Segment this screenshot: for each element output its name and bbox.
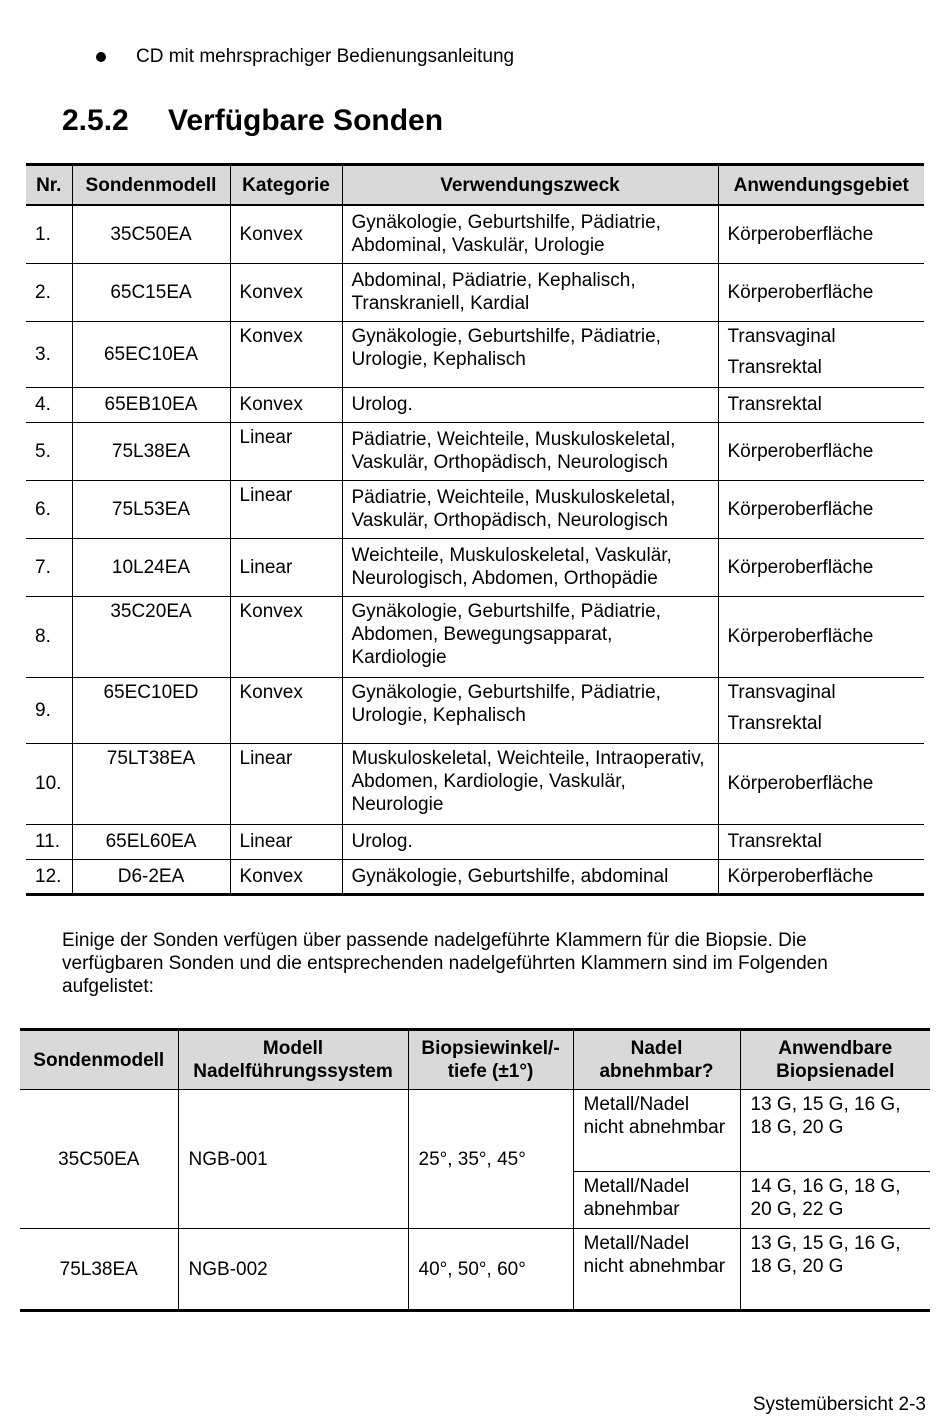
row-nr: 11. xyxy=(26,824,72,859)
row-area: Körperoberfläche xyxy=(718,743,924,824)
bullet-text: CD mit mehrsprachiger Bedienungsanleitung xyxy=(136,46,515,67)
row-use: Pädiatrie, Weichteile, Muskuloskeletal, Vaskulär, Orthopädisch, Neurologisch xyxy=(342,480,718,538)
biopsy-guide-model: NGB-001 xyxy=(178,1090,408,1229)
header-nr: Nr. xyxy=(26,165,72,206)
table-row xyxy=(26,824,924,859)
probes-header-row xyxy=(26,165,924,206)
row-nr: 7. xyxy=(26,538,72,596)
row-model: 75L38EA xyxy=(72,422,230,480)
row-use: Gynäkologie, Geburtshilfe, Pädiatrie, Urologie, Kephalisch xyxy=(342,677,718,743)
bullet-dot-icon xyxy=(96,52,106,62)
row-use: Gynäkologie, Geburtshilfe, Pädiatrie, Abdomen, Bewegungsapparat, Kardiologie xyxy=(342,596,718,677)
row-category: Konvex xyxy=(230,677,342,743)
header-removable: Nadel abnehmbar? xyxy=(573,1030,740,1090)
row-model: 35C50EA xyxy=(72,205,230,263)
row-area: Transrektal xyxy=(718,824,924,859)
row-use: Muskuloskeletal, Weichteile, Intraoperativ, Abdomen, Kardiologie, Vaskulär, Neurologie xyxy=(342,743,718,824)
row-category: Konvex xyxy=(230,321,342,387)
row-category: Konvex xyxy=(230,205,342,263)
biopsy-needle: 13 G, 15 G, 16 G, 18 G, 20 G xyxy=(740,1229,930,1311)
row-area: Körperoberfläche xyxy=(718,538,924,596)
row-category: Linear xyxy=(230,422,342,480)
probes-table xyxy=(26,163,924,896)
row-nr: 10. xyxy=(26,743,72,824)
row-use: Urolog. xyxy=(342,387,718,422)
header-probe-model: Sondenmodell xyxy=(20,1030,178,1090)
row-area-line: Transvaginal xyxy=(727,325,836,347)
row-area xyxy=(718,677,924,743)
row-nr: 8. xyxy=(26,596,72,677)
table-row xyxy=(20,1090,930,1172)
biopsy-probe-model: 35C50EA xyxy=(20,1090,178,1229)
row-area-line: Transrektal xyxy=(727,712,822,734)
row-nr: 12. xyxy=(26,859,72,894)
row-area: Körperoberfläche xyxy=(718,859,924,894)
row-model: 75L53EA xyxy=(72,480,230,538)
page-footer: Systemübersicht 2-3 xyxy=(752,1394,926,1415)
row-area: Transrektal xyxy=(718,387,924,422)
row-use: Gynäkologie, Geburtshilfe, abdominal xyxy=(342,859,718,894)
biopsy-removable: Metall/Nadel nicht abnehmbar xyxy=(573,1229,740,1311)
table-row xyxy=(26,205,924,263)
row-area: Körperoberfläche xyxy=(718,422,924,480)
biopsy-removable: Metall/Nadel nicht abnehmbar xyxy=(573,1090,740,1172)
row-area: Körperoberfläche xyxy=(718,596,924,677)
table-row xyxy=(26,596,924,677)
row-area xyxy=(718,321,924,387)
row-area: Körperoberfläche xyxy=(718,205,924,263)
table-row xyxy=(26,263,924,321)
table-row xyxy=(26,480,924,538)
row-area-line: Transvaginal xyxy=(727,681,836,703)
row-model: 65EC10EA xyxy=(72,321,230,387)
row-nr: 5. xyxy=(26,422,72,480)
row-category: Linear xyxy=(230,480,342,538)
header-category: Kategorie xyxy=(230,165,342,206)
row-model: 65EB10EA xyxy=(72,387,230,422)
row-category: Konvex xyxy=(230,263,342,321)
row-model: 75LT38EA xyxy=(72,743,230,824)
row-area-line: Transrektal xyxy=(727,356,822,378)
biopsy-guide-model: NGB-002 xyxy=(178,1229,408,1311)
row-model: 10L24EA xyxy=(72,538,230,596)
row-use: Pädiatrie, Weichteile, Muskuloskeletal, Vaskulär, Orthopädisch, Neurologisch xyxy=(342,422,718,480)
row-nr: 1. xyxy=(26,205,72,263)
row-area: Körperoberfläche xyxy=(718,480,924,538)
row-nr: 6. xyxy=(26,480,72,538)
row-category: Konvex xyxy=(230,859,342,894)
table-row xyxy=(26,321,924,387)
header-guide-model: Modell Nadelführungssystem xyxy=(178,1030,408,1090)
row-use: Urolog. xyxy=(342,824,718,859)
row-use: Weichteile, Muskuloskeletal, Vaskulär, Neurologisch, Abdomen, Orthopädie xyxy=(342,538,718,596)
header-use: Verwendungszweck xyxy=(342,165,718,206)
section-number: 2.5.2 xyxy=(62,104,129,137)
header-needle: Anwendbare Biopsienadel xyxy=(740,1030,930,1090)
table-row xyxy=(20,1229,930,1311)
bullet-item xyxy=(96,46,514,68)
biopsy-angles: 40°, 50°, 60° xyxy=(408,1229,573,1311)
row-use: Gynäkologie, Geburtshilfe, Pädiatrie, Abdominal, Vaskulär, Urologie xyxy=(342,205,718,263)
biopsy-table xyxy=(20,1028,930,1312)
row-nr: 9. xyxy=(26,677,72,743)
row-use: Gynäkologie, Geburtshilfe, Pädiatrie, Urologie, Kephalisch xyxy=(342,321,718,387)
header-angle-depth: Biopsiewinkel/-tiefe (±1°) xyxy=(408,1030,573,1090)
row-model: 35C20EA xyxy=(72,596,230,677)
row-model: 65C15EA xyxy=(72,263,230,321)
table-row xyxy=(26,422,924,480)
row-model: D6-2EA xyxy=(72,859,230,894)
row-nr: 3. xyxy=(26,321,72,387)
biopsy-probe-model: 75L38EA xyxy=(20,1229,178,1311)
row-category: Linear xyxy=(230,538,342,596)
header-model: Sondenmodell xyxy=(72,165,230,206)
biopsy-needle: 14 G, 16 G, 18 G, 20 G, 22 G xyxy=(740,1172,930,1229)
intro-paragraph: Einige der Sonden verfügen über passende nadelgeführte Klammern für die Biopsie. Die verfügbaren Sonden und die entsprechenden nadelgeführten Klammern sind im Folgenden aufgelistet: xyxy=(62,930,828,997)
table-row xyxy=(26,859,924,894)
biopsy-needle: 13 G, 15 G, 16 G, 18 G, 20 G xyxy=(740,1090,930,1172)
biopsy-header-row xyxy=(20,1030,930,1090)
table-row xyxy=(26,538,924,596)
table-row xyxy=(26,743,924,824)
section-title: Verfügbare Sonden xyxy=(168,104,444,137)
row-use: Abdominal, Pädiatrie, Kephalisch, Transkraniell, Kardial xyxy=(342,263,718,321)
section-heading xyxy=(62,104,443,138)
table-row xyxy=(26,387,924,422)
row-category: Konvex xyxy=(230,387,342,422)
row-model: 65EC10ED xyxy=(72,677,230,743)
row-category: Konvex xyxy=(230,596,342,677)
row-category: Linear xyxy=(230,824,342,859)
table-row xyxy=(26,677,924,743)
row-category: Linear xyxy=(230,743,342,824)
biopsy-angles: 25°, 35°, 45° xyxy=(408,1090,573,1229)
header-area: Anwendungsgebiet xyxy=(718,165,924,206)
row-model: 65EL60EA xyxy=(72,824,230,859)
row-nr: 2. xyxy=(26,263,72,321)
row-area: Körperoberfläche xyxy=(718,263,924,321)
row-nr: 4. xyxy=(26,387,72,422)
biopsy-removable: Metall/Nadel abnehmbar xyxy=(573,1172,740,1229)
